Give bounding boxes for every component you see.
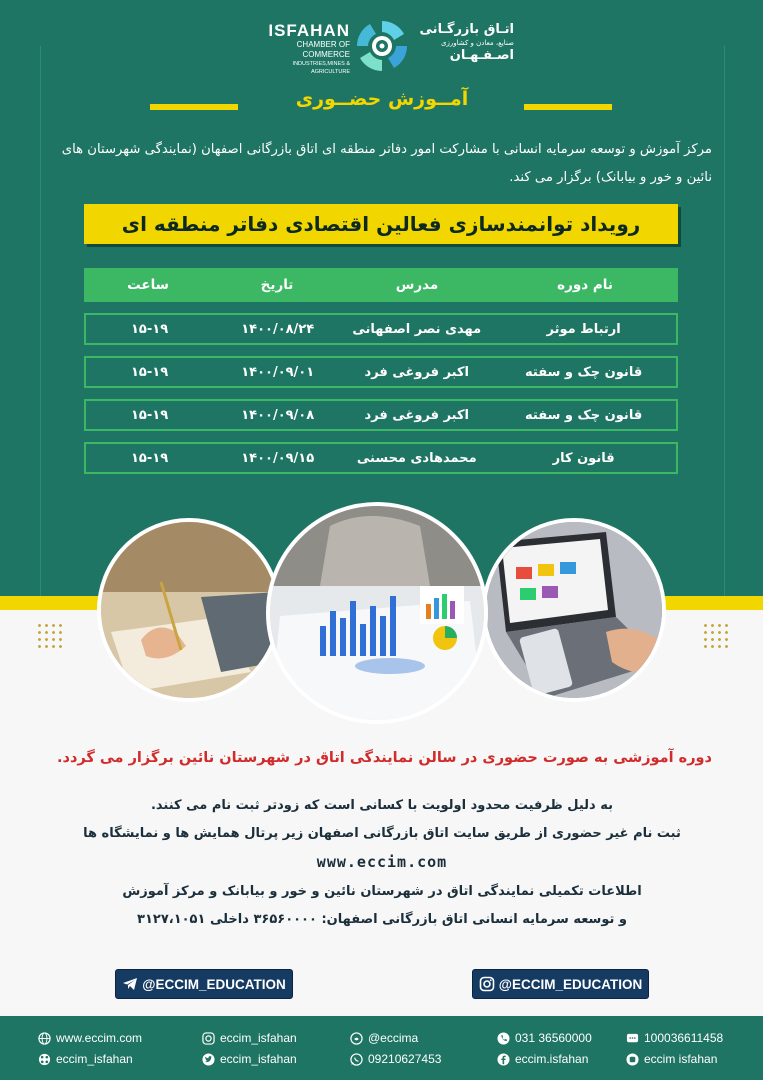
twitter-icon <box>202 1053 215 1066</box>
heading-bar-left <box>150 104 238 110</box>
chamber-emblem-icon <box>354 18 410 74</box>
logo-english <box>254 22 350 76</box>
cell-course-name: قانون چک و سفته <box>525 407 643 423</box>
whatsapp-icon <box>350 1053 363 1066</box>
footer-whatsapp[interactable] <box>350 1052 441 1066</box>
footer-eitaa-text: @eccima <box>368 1031 419 1045</box>
phone-icon <box>497 1032 510 1045</box>
chamber-logo <box>254 18 514 76</box>
cell-date: ۱۴۰۰/۰۸/۲۴ <box>241 321 315 337</box>
photo-marketing-laptop <box>482 518 666 702</box>
contact-line-1: اطلاعات تکمیلی نمایندگی اتاق در شهرستان نائین و خور و بیابانک و مرکز آموزش <box>122 884 642 899</box>
cell-time: ۱۵-۱۹ <box>131 450 169 466</box>
footer-phone-text: 031 36560000 <box>515 1031 592 1045</box>
intro-text: مرکز آموزش و توسعه سرمایه انسانی با مشارکت امور دفاتر منطقه ای اتاق بازرگانی اصفهان (نمایندگی شهرستان های نائین و خور و بیابانک) برگزار می کند. <box>61 142 712 185</box>
table-row <box>84 399 678 431</box>
cell-instructor: مهدی نصر اصفهانی <box>352 321 482 337</box>
cell-instructor: اکبر فروغی فرد <box>364 364 469 380</box>
cell-date: ۱۴۰۰/۰۹/۰۱ <box>241 364 315 380</box>
cell-course-name: قانون کار <box>552 450 615 466</box>
footer-facebook-text: eccim.isfahan <box>515 1052 589 1066</box>
cell-time: ۱۵-۱۹ <box>131 364 169 380</box>
aparat-icon <box>38 1053 51 1066</box>
venue-notice: دوره آموزشی به صورت حضوری در سالن نمایندگی اتاق در شهرستان نائین برگزار می گردد. <box>57 750 712 766</box>
telegram-button[interactable] <box>115 969 293 999</box>
table-row <box>84 356 678 388</box>
footer-sms[interactable] <box>626 1031 723 1045</box>
logo-fa-line3: اصـفـهـان <box>449 48 514 63</box>
footer-instagram-text: eccim_isfahan <box>220 1031 297 1045</box>
footer-bale-text: eccim isfahan <box>644 1052 718 1066</box>
footer-aparat[interactable] <box>38 1052 133 1066</box>
footer-twitter[interactable] <box>202 1052 297 1066</box>
footer-website-text: www.eccim.com <box>56 1031 143 1045</box>
cell-course-name: قانون چک و سفته <box>525 364 643 380</box>
laptop-illustration <box>486 522 662 698</box>
footer-facebook[interactable] <box>497 1052 588 1066</box>
cell-instructor: اکبر فروغی فرد <box>364 407 469 423</box>
telegram-handle: @ECCIM_EDUCATION <box>142 976 286 992</box>
header-instructor: مدرس <box>395 277 439 293</box>
eitaa-icon <box>350 1032 363 1045</box>
cell-date: ۱۴۰۰/۰۹/۰۸ <box>241 407 315 423</box>
dot-pattern-right <box>702 622 728 648</box>
photo-business-charts <box>266 502 488 724</box>
cell-instructor: محمدهادی محسنی <box>356 450 477 466</box>
cell-date: ۱۴۰۰/۰۹/۱۵ <box>241 450 315 466</box>
table-row <box>84 313 678 345</box>
header-date: تاریخ <box>260 277 294 293</box>
logo-en-line2: INDUSTRIES,MINES & AGRICULTURE <box>292 61 350 75</box>
course-table <box>84 268 678 474</box>
bale-icon <box>626 1053 639 1066</box>
footer-sms-text: 100036611458 <box>644 1031 724 1045</box>
footer-phone[interactable] <box>497 1031 592 1045</box>
header-time: ساعت <box>127 277 169 293</box>
capacity-notice: به دلیل ظرفیت محدود اولویت با کسانی است که زودتر ثبت نام می کنند. <box>150 798 614 813</box>
instagram-button[interactable] <box>472 969 649 999</box>
event-title: رویداد توانمندسازی فعالین اقتصادی دفاتر منطقه ای <box>84 204 678 244</box>
contact-line-2: و توسعه سرمایه انسانی اتاق بازرگانی اصفهان: ۳۶۵۶۰۰۰۰ داخلی ۳۱۲۷،۱۰۵۱ <box>137 912 627 927</box>
dot-pattern-left <box>36 622 62 648</box>
logo-en-line1: CHAMBER OF COMMERCE <box>296 40 350 59</box>
telegram-icon <box>122 977 138 991</box>
photo-writing-notebook <box>97 518 281 702</box>
footer-bale[interactable] <box>626 1052 717 1066</box>
footer-whatsapp-text: 09210627453 <box>368 1052 442 1066</box>
footer-twitter-text: eccim_isfahan <box>220 1052 297 1066</box>
instagram-icon <box>479 976 495 992</box>
heading-bar-right <box>524 104 612 110</box>
notebook-illustration <box>101 522 277 698</box>
header-course-name: نام دوره <box>557 277 613 293</box>
logo-fa-line1: اتـاق بازرگـانی <box>419 22 514 37</box>
facebook-icon <box>497 1053 510 1066</box>
cell-time: ۱۵-۱۹ <box>131 407 169 423</box>
page-title: آمــوزش حضــوری <box>295 88 469 110</box>
footer-eitaa[interactable] <box>350 1031 418 1045</box>
footer <box>0 1016 763 1080</box>
cell-course-name: ارتباط موثر <box>546 321 621 337</box>
footer-instagram[interactable] <box>202 1031 297 1045</box>
footer-aparat-text: eccim_isfahan <box>56 1052 133 1066</box>
sms-icon <box>626 1032 639 1045</box>
table-header <box>84 268 678 302</box>
instagram-handle: @ECCIM_EDUCATION <box>498 976 643 992</box>
table-row <box>84 442 678 474</box>
charts-illustration <box>270 506 484 720</box>
logo-en-title: ISFAHAN <box>268 21 350 40</box>
footer-website[interactable] <box>38 1031 142 1045</box>
cell-time: ۱۵-۱۹ <box>131 321 169 337</box>
website-link[interactable]: www.eccim.com <box>316 853 448 871</box>
logo-persian <box>414 22 514 64</box>
instagram-icon <box>202 1032 215 1045</box>
logo-fa-line2: صنایع، معادن و کشاورزی <box>440 39 514 47</box>
globe-icon <box>38 1032 51 1045</box>
registration-notice: ثبت نام غیر حضوری از طریق سایت اتاق بازرگانی اصفهان زیر پرتال همایش ها و نمایشگاه ها <box>83 826 681 841</box>
